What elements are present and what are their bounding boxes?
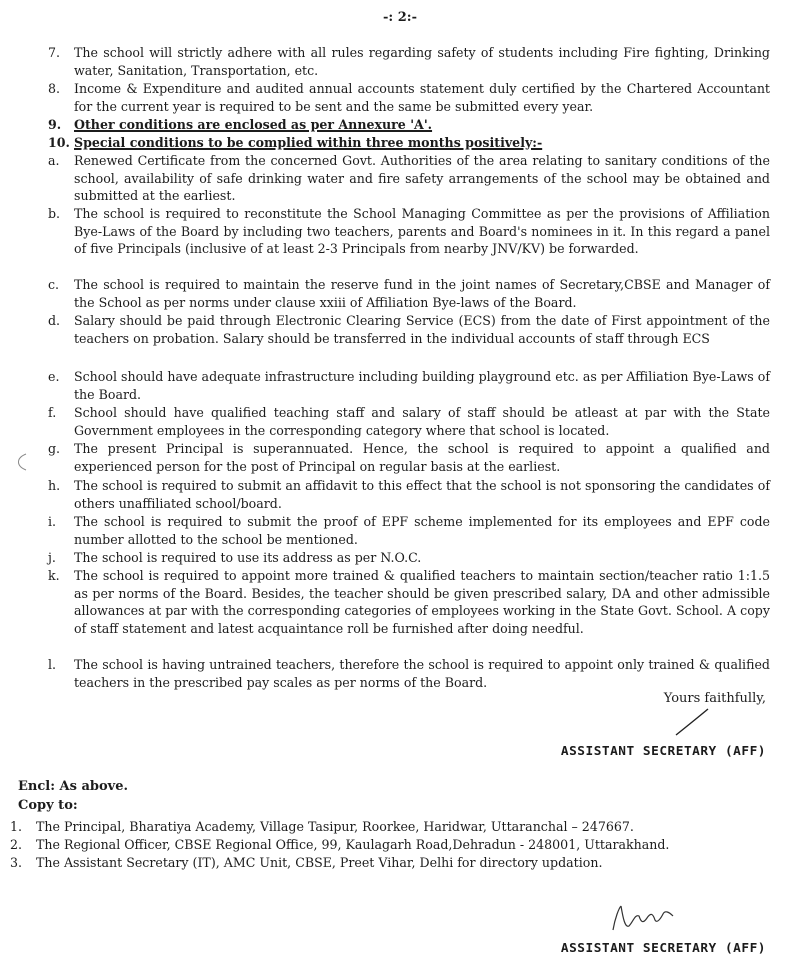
special-condition-a [48,152,770,205]
special-condition-j [48,549,770,567]
item-marker: b. [48,206,61,221]
special-condition-k [48,567,770,637]
item-marker: j. [48,550,56,565]
special-condition-f [48,404,770,439]
item-text: Renewed Certificate from the concerned Govt. Authorities of the area relating to sanitary conditions of the school, availability of safe drinking water and fire safety arrangements of the school may be obtained and submitted at the earliest. [74,153,770,204]
signatory-title-1: ASSISTANT SECRETARY (AFF) [560,744,766,759]
item-marker: g. [48,441,61,456]
item-marker: e. [48,369,60,384]
margin-mark [12,452,30,472]
condition-item-7 [48,44,770,79]
handwritten-initials [605,900,685,940]
special-condition-e [48,368,770,403]
item-marker: d. [48,313,61,328]
item-text: The school is required to appoint more trained & qualified teachers to maintain section/teacher ratio 1:1.5 as per norms of the Board. Besides, the teacher should be given prescribed salary, DA and other admissible allowances at par with the corresponding categories of employees working in the State Govt. School. A copy of staff statement and latest acquaintance roll be furnished after doing needful. [74,568,770,636]
condition-item-10-heading [48,134,770,152]
item-marker: k. [48,568,60,583]
copy-text: The Assistant Secretary (IT), AMC Unit, CBSE, Preet Vihar, Delhi for directory updation. [36,855,603,870]
item-marker: h. [48,478,61,493]
copy-to-item [10,854,770,872]
special-condition-h [48,477,770,512]
copy-text: The Regional Officer, CBSE Regional Office, 99, Kaulagarh Road,Dehradun - 248001, Uttarakhand. [36,837,670,852]
item-text: The school will strictly adhere with all rules regarding safety of students including Fire fighting, Drinking water, Sanitation, Transportation, etc. [74,45,770,78]
signature-stroke-1 [672,705,712,739]
item-marker: a. [48,153,60,168]
item-text: Income & Expenditure and audited annual accounts statement duly certified by the Chartered Accountant for the current year is required to be sent and the same be submitted every year. [74,81,770,114]
item-marker: l. [48,657,57,672]
item-text: School should have adequate infrastructure including building playground etc. as per Affiliation Bye-Laws of the Board. [74,369,770,402]
item-marker: c. [48,277,60,292]
item-text: The school is required to reconstitute the School Managing Committee as per the provisions of Affiliation Bye-Laws of the Board by including two teachers, parents and Board's nominees in it. In this regard a panel of five Principals (inclusive of at least 2-3 Principals from nearby JNV/KV) be forwarded. [74,206,770,257]
special-condition-c [48,276,770,311]
copy-text: The Principal, Bharatiya Academy, Village Tasipur, Roorkee, Haridwar, Uttaranchal – 247667. [36,819,634,834]
item-marker: 10. [48,135,70,150]
item-text: Other conditions are enclosed as per Annexure 'A'. [74,117,433,132]
condition-item-9 [48,116,770,134]
enclosure-note: Encl: As above. [18,779,129,794]
special-condition-d [48,312,770,347]
item-text: The school is required to use its address as per N.O.C. [74,550,422,565]
item-text: The school is having untrained teachers, therefore the school is required to appoint only trained & qualified teachers in the prescribed pay scales as per norms of the Board. [74,657,770,690]
item-text: School should have qualified teaching staff and salary of staff should be atleast at par with the State Government employees in the corresponding category where that school is located. [74,405,770,438]
copy-marker: 3. [10,855,23,870]
special-condition-l [48,656,770,691]
page-number: -: 2:- [383,10,417,25]
special-condition-b [48,205,770,258]
copy-to-list [10,818,770,872]
item-text: The school is required to maintain the reserve fund in the joint names of Secretary,CBSE and Manager of the School as per norms under clause xxiii of Affiliation Bye-laws of the Board. [74,277,770,310]
copy-to-item [10,836,770,854]
item-text: The school is required to submit the proof of EPF scheme implemented for its employees and EPF code number allotted to the school be mentioned. [74,514,770,547]
item-marker: f. [48,405,57,420]
copy-to-label: Copy to: [18,798,78,813]
copy-marker: 1. [10,819,23,834]
special-condition-i [48,513,770,548]
item-text: Special conditions to be complied within three months positively:- [74,135,543,150]
condition-item-8 [48,80,770,115]
item-text: The school is required to submit an affidavit to this effect that the school is not sponsoring the candidates of others unaffiliated school/board. [74,478,770,511]
closing-salutation: Yours faithfully, [663,691,766,706]
item-marker: 7. [48,45,61,60]
signatory-title-2: ASSISTANT SECRETARY (AFF) [560,941,766,956]
item-marker: 9. [48,117,62,132]
copy-to-item [10,818,770,836]
copy-marker: 2. [10,837,23,852]
item-text: The present Principal is superannuated. Hence, the school is required to appoint a qualified and experienced person for the post of Principal on regular basis at the earliest. [74,441,770,474]
item-text: Salary should be paid through Electronic Clearing Service (ECS) from the date of First appointment of the teachers on probation. Salary should be transferred in the individual accounts of staff through ECS [74,313,770,346]
item-marker: i. [48,514,57,529]
item-marker: 8. [48,81,61,96]
special-condition-g [48,440,770,475]
